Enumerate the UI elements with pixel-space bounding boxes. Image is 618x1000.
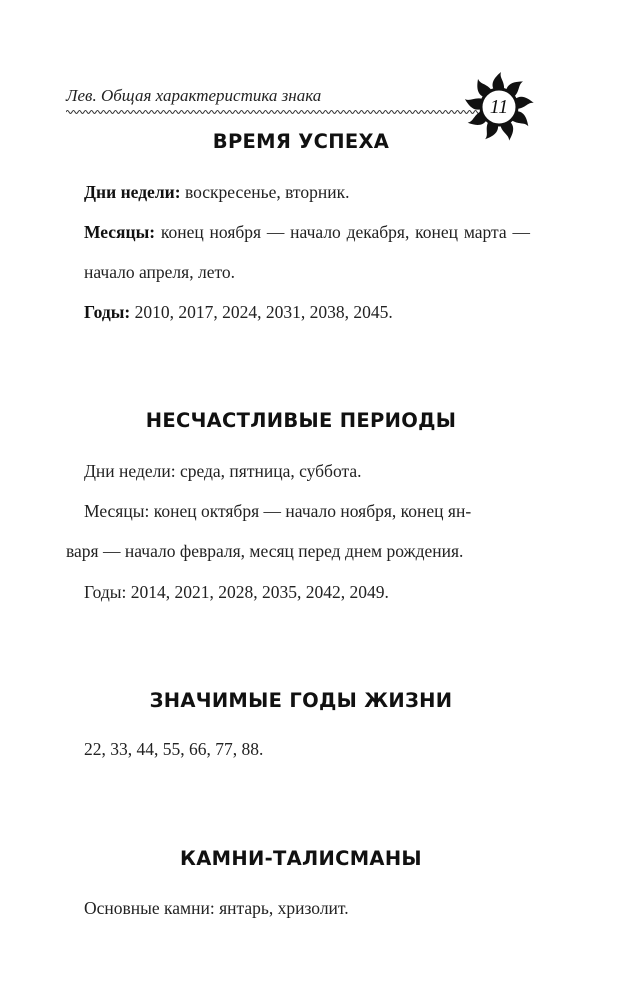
success-years-value: 2010, 2017, 2024, 2031, 2038, 2045. [130, 302, 393, 322]
success-months-value: конец ноября — начало декабря, конец марта — начало апреля, лето. [84, 222, 530, 282]
success-years [84, 292, 530, 332]
page-number: 11 [489, 95, 509, 118]
running-head: Лев. Общая характеристика знака [66, 86, 322, 105]
success-days-value: воскресенье, вторник. [180, 182, 350, 202]
talisman-stones: Основные камни: янтарь, хризолит. [84, 898, 349, 918]
significant-years: 22, 33, 44, 55, 66, 77, 88. [84, 739, 264, 759]
success-years-label: Годы: [84, 302, 131, 322]
unlucky-months-line-1: Месяцы: конец октября — начало ноября, конец ян- [84, 501, 472, 521]
success-months [84, 212, 530, 292]
section-title-success-time: ВРЕМЯ УСПЕХА [212, 130, 390, 153]
section-title-unlucky-periods: НЕСЧАСТЛИВЫЕ ПЕРИОДЫ [145, 409, 457, 432]
unlucky-months-line-2: варя — начало февраля, месяц перед днем рождения. [66, 541, 464, 561]
unlucky-years: Годы: 2014, 2021, 2028, 2035, 2042, 2049. [84, 582, 389, 602]
success-months-label: Месяцы: [84, 222, 156, 242]
success-days-label: Дни недели: [84, 182, 181, 202]
unlucky-days: Дни недели: среда, пятница, суббота. [84, 461, 362, 481]
section-title-talisman-stones: КАМНИ-ТАЛИСМАНЫ [180, 847, 422, 870]
success-days [84, 172, 530, 212]
header-wavy-rule [66, 108, 484, 116]
section-title-significant-years: ЗНАЧИМЫЕ ГОДЫ ЖИЗНИ [149, 689, 453, 712]
